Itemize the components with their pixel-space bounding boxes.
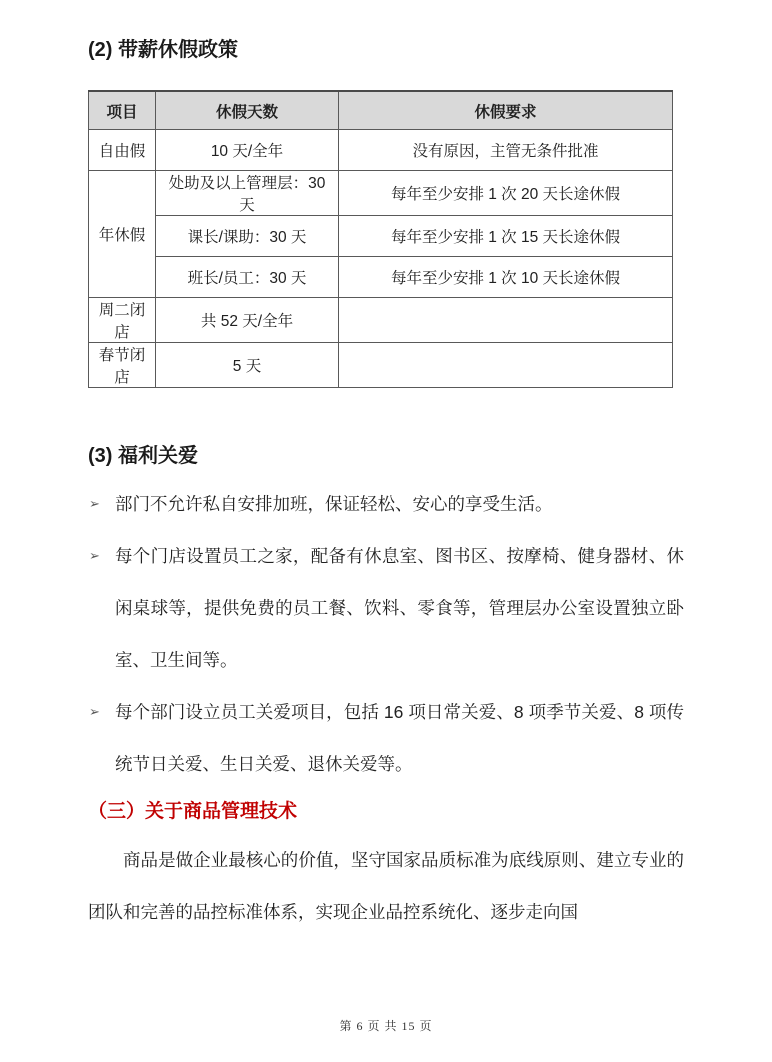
bullet-text: 每个部门设立员工关爱项目，包括 16 项日常关爱、8 项季节关爱、8 项传统节日关爱、生日关爱、退休关爱等。 [115,702,684,774]
list-item [88,530,684,686]
list-item [88,686,684,790]
cell-requirement-empty [339,298,673,343]
table-header-row [89,91,673,130]
section-heading-product-management: （三）关于商品管理技术 [88,801,298,822]
cell-requirement: 每年至少安排 1 次 20 天长途休假 [339,171,673,216]
cell-days: 共 52 天/全年 [156,298,339,343]
arrow-bullet-icon: ➢ [89,704,100,719]
table-row-freedom-leave [89,130,673,171]
cell-days: 5 天 [156,343,339,388]
bullet-text: 每个门店设置员工之家，配备有休息室、图书区、按摩椅、健身器材、休闲桌球等，提供免费的员工餐、饮料、零食等，管理层办公室设置独立卧室、卫生间等。 [115,546,684,670]
table-row-annual-leave-management [89,171,673,216]
cell-requirement: 每年至少安排 1 次 15 天长途休假 [339,216,673,257]
bullet-text: 部门不允许私自安排加班，保证轻松、安心的享受生活。 [115,494,553,514]
cell-requirement: 每年至少安排 1 次 10 天长途休假 [339,257,673,298]
leave-policy-table [88,90,673,388]
arrow-bullet-icon: ➢ [89,496,100,511]
section-heading-paid-leave-policy: (2) 带薪休假政策 [88,39,238,61]
table-header-requirement: 休假要求 [339,91,673,130]
table-row-annual-leave-staff [89,257,673,298]
table-row-spring-festival-closed [89,343,673,388]
table-header-days: 休假天数 [156,91,339,130]
table-row-annual-leave-section-lead [89,216,673,257]
cell-days: 课长/课助：30 天 [156,216,339,257]
cell-requirement-empty [339,343,673,388]
cell-days: 10 天/全年 [156,130,339,171]
cell-item: 周二闭店 [89,298,156,343]
body-paragraph: 商品是做企业最核心的价值，坚守国家品质标准为底线原则、建立专业的团队和完善的品控标准体系，实现企业品控系统化、逐步走向国 [88,850,684,922]
list-item [88,478,684,530]
cell-days: 处助及以上管理层：30 天 [156,171,339,216]
section-heading-welfare-care: (3) 福利关爱 [88,445,198,467]
cell-item-annual-leave: 年休假 [89,171,156,298]
page-number-footer: 第 6 页 共 15 页 [339,1019,433,1033]
cell-item: 自由假 [89,130,156,171]
table-row-tuesday-closed [89,298,673,343]
cell-item: 春节闭店 [89,343,156,388]
arrow-bullet-icon: ➢ [89,548,100,563]
table-header-item: 项目 [89,91,156,130]
welfare-bullet-list [88,478,684,790]
cell-requirement: 没有原因，主管无条件批准 [339,130,673,171]
cell-days: 班长/员工：30 天 [156,257,339,298]
